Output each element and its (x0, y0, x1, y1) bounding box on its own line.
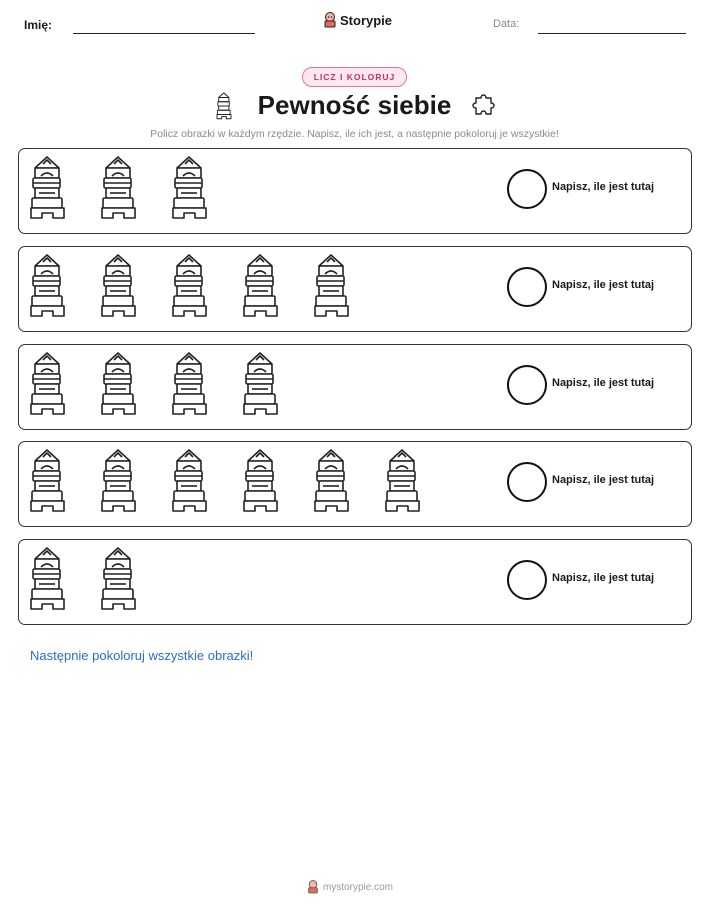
block-tower-icon (242, 253, 279, 319)
block-tower-icon (313, 253, 350, 319)
counting-row (18, 344, 692, 430)
counting-row (18, 539, 692, 625)
answer-prompt: Napisz, ile jest tutaj (552, 181, 655, 193)
block-tower-icon (171, 351, 208, 417)
footer-brand (307, 880, 393, 894)
block-tower-icon (100, 448, 137, 514)
answer-prompt: Napisz, ile jest tutaj (552, 377, 655, 389)
storypie-mascot-icon (307, 880, 319, 894)
brand-name: Storypie (340, 12, 393, 28)
block-tower-icon (171, 448, 208, 514)
brand-logo (323, 12, 392, 28)
block-tower-icon (100, 351, 137, 417)
counting-row (18, 148, 692, 234)
row-icons (29, 546, 137, 612)
row-icons (29, 155, 208, 221)
footer-instruction: Następnie pokoloruj wszystkie obrazki! (30, 648, 254, 663)
block-tower-icon (100, 155, 137, 221)
page-title: Pewność siebie (257, 90, 452, 120)
block-tower-icon (242, 448, 279, 514)
footer-site: mystorypie.com (323, 881, 394, 893)
answer-circle[interactable] (507, 267, 547, 307)
name-field[interactable] (73, 33, 255, 34)
date-label: Data: (493, 18, 520, 30)
instructions: Policz obrazki w każdym rzędzie. Napisz, ile ich jest, a następnie pokoloruj je wszystkie! (150, 128, 559, 140)
answer-circle[interactable] (507, 169, 547, 209)
block-tower-icon (29, 351, 66, 417)
block-tower-icon (29, 448, 66, 514)
answer-prompt: Napisz, ile jest tutaj (552, 279, 655, 291)
block-tower-icon (100, 546, 137, 612)
row-icons (29, 448, 421, 514)
block-tower-icon (171, 253, 208, 319)
row-icons (29, 351, 279, 417)
counting-row (18, 246, 692, 332)
block-tower-icon (29, 253, 66, 319)
counting-row (18, 441, 692, 527)
row-icons (29, 253, 350, 319)
block-tower-icon (100, 253, 137, 319)
block-tower-icon (384, 448, 421, 514)
block-tower-icon (29, 155, 66, 221)
block-tower-icon (171, 155, 208, 221)
block-tower-icon (242, 351, 279, 417)
storypie-mascot-icon (323, 12, 337, 28)
answer-circle[interactable] (507, 560, 547, 600)
block-tower-icon (29, 546, 66, 612)
puzzle-piece-icon (472, 92, 496, 118)
name-label: Imię: (24, 18, 53, 32)
category-badge: LICZ I KOLORUJ (302, 67, 407, 87)
answer-circle[interactable] (507, 365, 547, 405)
answer-prompt: Napisz, ile jest tutaj (552, 572, 655, 584)
date-field[interactable] (538, 33, 686, 34)
answer-circle[interactable] (507, 462, 547, 502)
block-tower-icon (313, 448, 350, 514)
answer-prompt: Napisz, ile jest tutaj (552, 474, 655, 486)
